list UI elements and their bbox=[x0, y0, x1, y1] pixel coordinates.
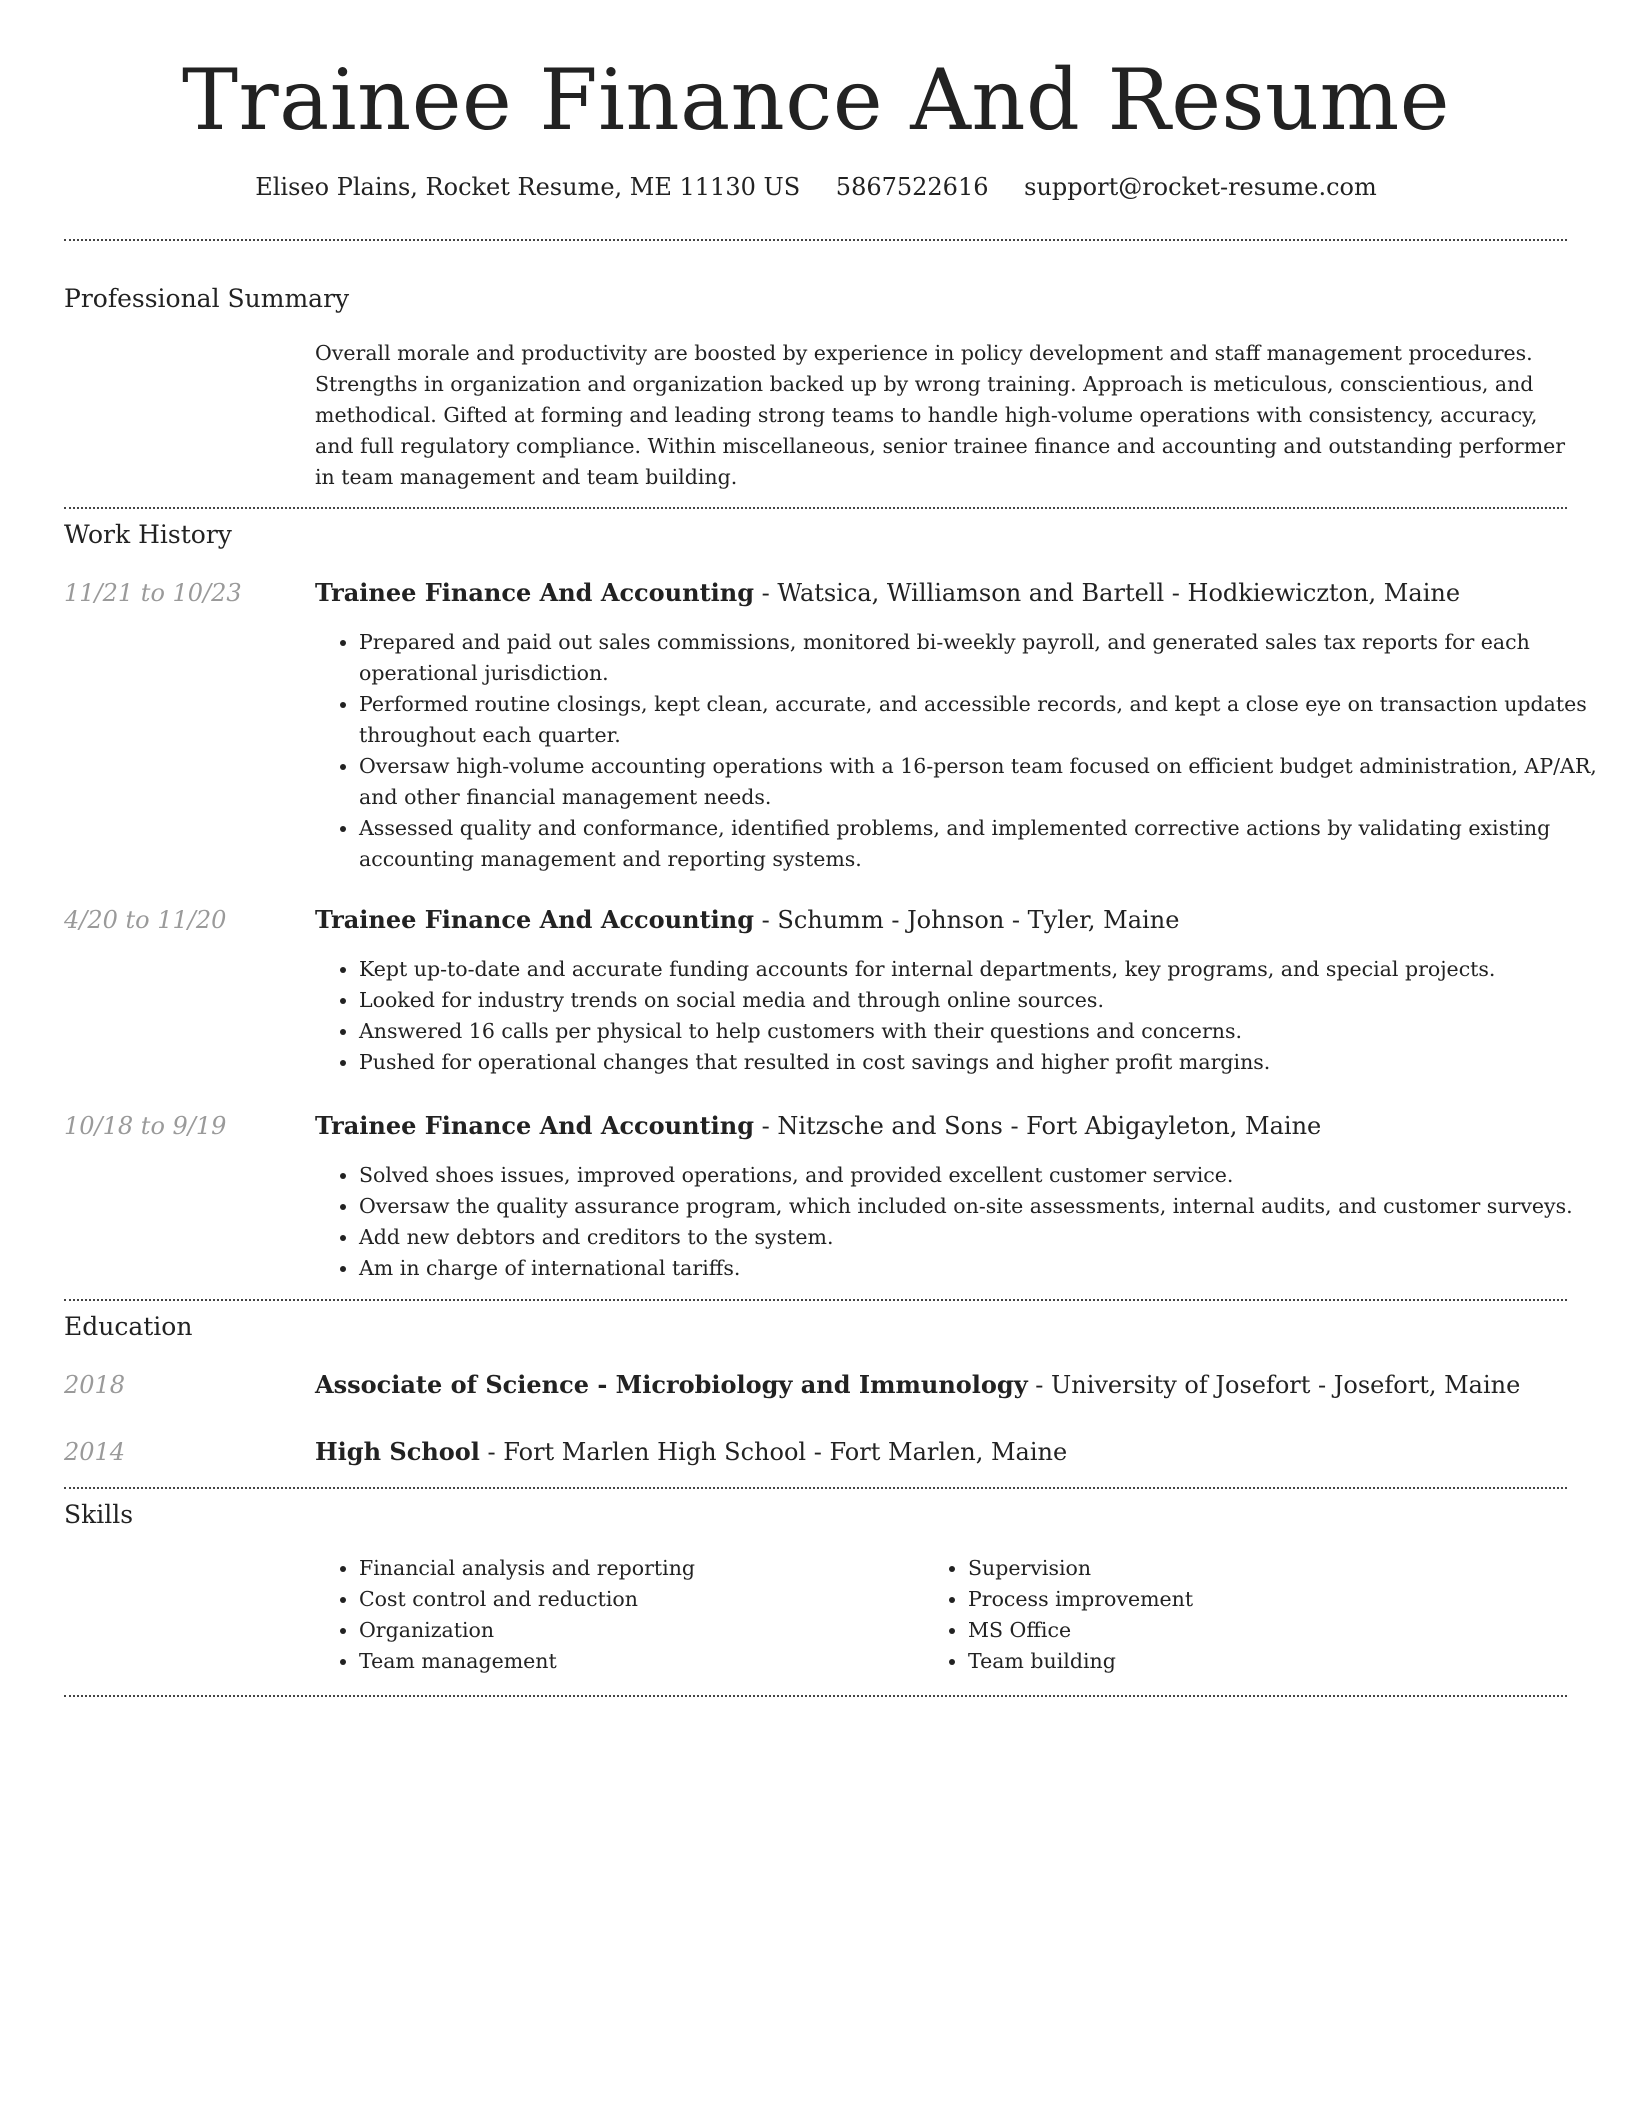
section-divider bbox=[64, 1695, 1567, 1697]
job-dates: 4/20 to 11/20 bbox=[64, 906, 227, 934]
job-dates: 11/21 to 10/23 bbox=[64, 579, 242, 607]
section-divider bbox=[64, 1487, 1567, 1489]
contact-line bbox=[0, 170, 1632, 204]
job-company: - Watsica, Williamson and Bartell - Hodkiewiczton, Maine bbox=[754, 579, 1461, 607]
list-item: • Process improvement bbox=[968, 1584, 1528, 1615]
job-role: Trainee Finance And Accounting bbox=[315, 578, 755, 607]
education-entry bbox=[315, 1435, 1067, 1469]
list-item: • Solved shoes issues, improved operations, and provided excellent customer service. bbox=[359, 1160, 1611, 1191]
list-item: • Oversaw high-volume accounting operations with a 16-person team focused on efficient budget administration, AP/AR, and other financial management needs. bbox=[359, 751, 1611, 813]
education-school: - University of Josefort - Josefort, Maine bbox=[1027, 1371, 1521, 1399]
summary-text: Overall morale and productivity are boosted by experience in policy development and staff management procedures. Strengths in organization and organization backed up by wrong training. Approach is meticulous, conscientious, and methodical. Gifted at forming and leading strong teams to handle high-volume operations with consistency, accuracy, and full regulatory compliance. Within miscellaneous, senior trainee finance and accounting and outstanding performer in team management and team building. bbox=[315, 341, 1566, 489]
list-item: • Assessed quality and conformance, identified problems, and implemented corrective actions by validating existing accounting management and reporting systems. bbox=[359, 813, 1611, 875]
list-item: • Team building bbox=[968, 1646, 1528, 1677]
job-bullets bbox=[315, 1160, 1611, 1284]
list-item: • Looked for industry trends on social media and through online sources. bbox=[359, 985, 1611, 1016]
skills-list-left bbox=[315, 1553, 919, 1677]
education-year: 2018 bbox=[64, 1371, 126, 1399]
section-divider bbox=[64, 507, 1567, 509]
job-title bbox=[315, 1109, 1321, 1143]
summary-heading: Professional Summary bbox=[64, 284, 350, 313]
contact-address: Eliseo Plains, Rocket Resume, ME 11130 US bbox=[255, 173, 801, 201]
job-bullets bbox=[315, 627, 1611, 875]
list-item: • Supervision bbox=[968, 1553, 1528, 1584]
job-role: Trainee Finance And Accounting bbox=[315, 905, 755, 934]
job-dates: 10/18 to 9/19 bbox=[64, 1112, 227, 1140]
list-item: • Prepared and paid out sales commissions, monitored bi-weekly payroll, and generated sales tax reports for each operational jurisdiction. bbox=[359, 627, 1611, 689]
list-item: • Am in charge of international tariffs. bbox=[359, 1253, 1611, 1284]
education-year: 2014 bbox=[64, 1438, 126, 1466]
list-item: • Pushed for operational changes that resulted in cost savings and higher profit margins. bbox=[359, 1047, 1611, 1078]
list-item: • Performed routine closings, kept clean, accurate, and accessible records, and kept a close eye on transaction updates throughout each quarter. bbox=[359, 689, 1611, 751]
education-entry bbox=[315, 1368, 1520, 1402]
list-item: • Cost control and reduction bbox=[359, 1584, 919, 1615]
contact-phone: 5867522616 bbox=[835, 173, 989, 201]
job-bullets bbox=[315, 954, 1611, 1078]
job-company: - Nitzsche and Sons - Fort Abigayleton, Maine bbox=[754, 1112, 1322, 1140]
list-item: • Add new debtors and creditors to the system. bbox=[359, 1222, 1611, 1253]
skills-list-right bbox=[924, 1553, 1528, 1677]
education-heading: Education bbox=[64, 1312, 193, 1341]
section-divider bbox=[64, 1299, 1567, 1301]
job-title bbox=[315, 903, 1179, 937]
list-item: • Team management bbox=[359, 1646, 919, 1677]
list-item: • Kept up-to-date and accurate funding accounts for internal departments, key programs, and special projects. bbox=[359, 954, 1611, 985]
list-item: • Oversaw the quality assurance program, which included on-site assessments, internal audits, and customer surveys. bbox=[359, 1191, 1611, 1222]
education-degree: High School bbox=[315, 1437, 480, 1466]
education-school: - Fort Marlen High School - Fort Marlen, Maine bbox=[479, 1438, 1068, 1466]
list-item: • MS Office bbox=[968, 1615, 1528, 1646]
job-role: Trainee Finance And Accounting bbox=[315, 1111, 755, 1140]
section-divider bbox=[64, 239, 1567, 241]
job-company: - Schumm - Johnson - Tyler, Maine bbox=[754, 906, 1180, 934]
resume-name: Trainee Finance And Resume bbox=[182, 51, 1450, 149]
skills-heading: Skills bbox=[64, 1500, 134, 1529]
contact-email: support@rocket-resume.com bbox=[1024, 173, 1377, 201]
list-item: • Answered 16 calls per physical to help customers with their questions and concerns. bbox=[359, 1016, 1611, 1047]
list-item: • Financial analysis and reporting bbox=[359, 1553, 919, 1584]
job-title bbox=[315, 576, 1460, 610]
list-item: • Organization bbox=[359, 1615, 919, 1646]
education-degree: Associate of Science - Microbiology and Immunology bbox=[315, 1370, 1028, 1399]
work-history-heading: Work History bbox=[64, 520, 232, 549]
